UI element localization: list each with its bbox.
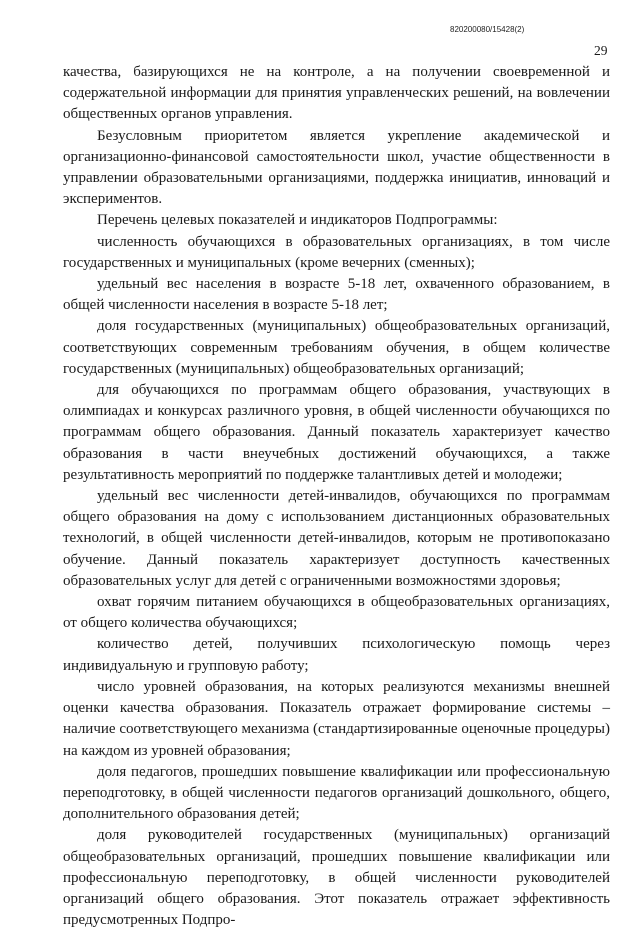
- indicator-item: число уровней образования, на которых реализуются механизмы внешней оценки качества образования. Показатель отражает формирование системы – наличие соответствующего механизма (стандартизированные оценочные процедуры) на каждом из уровней образования;: [63, 678, 610, 759]
- indicator-item: численность обучающихся в образовательных организациях, в том числе государственных и муниципальных (кроме вечерних (сменных);: [63, 233, 610, 271]
- indicator-item: удельный вес численности детей-инвалидов, обучающихся по программам общего образования на дому с использованием дистанционных образовательных технологий, в общей численности детей-инвалидов, которым не противопоказано обучение. Данный показатель характеризует доступность качественных образовательных услуг для детей с ограниченными возможностями здоровья;: [63, 488, 610, 589]
- document-code: 820200080/15428(2): [450, 25, 525, 34]
- page-number: 29: [594, 43, 608, 58]
- indicator-item: доля государственных (муниципальных) общеобразовательных организаций, соответствующих современным требованиям обучения, в общем количестве государственных (муниципальных) общеобразовательных организаций;: [63, 318, 610, 377]
- indicator-item: охват горячим питанием обучающихся в общеобразовательных организациях, от общего количества обучающихся;: [63, 594, 610, 632]
- paragraph-priority: Безусловным приоритетом является укрепление академической и организационно-финансовой самостоятельности школ, участие общественности в управлении образовательными организациями, поддержка инициатив, инноваций и экспериментов.: [63, 127, 610, 208]
- body-text: [63, 62, 610, 931]
- indicator-item: удельный вес населения в возрасте 5-18 лет, охваченного образованием, в общей численности населения в возрасте 5-18 лет;: [63, 276, 610, 314]
- indicator-item: количество детей, получивших психологическую помощь через индивидуальную и групповую работу;: [63, 636, 610, 674]
- indicator-item: доля руководителей государственных (муниципальных) организаций общеобразовательных организаций, прошедших повышение квалификации или профессиональную переподготовку, в общей численности руководителей организаций общего образования. Этот показатель отражает эффективность предусмотренных Подпро-: [63, 827, 610, 929]
- indicator-item: для обучающихся по программам общего образования, участвующих в олимпиадах и конкурсах различного уровня, в общей численности обучающихся по программам общего образования. Данный показатель характеризует качество образования в части внеучебных достижений обучающихся, а также результативность мероприятий по поддержке талантливых детей и молодежи;: [63, 382, 610, 483]
- indicator-item: доля педагогов, прошедших повышение квалификации или профессиональную переподготовку, в общей численности педагогов организаций дошкольного, общего, дополнительного образования детей;: [63, 763, 610, 823]
- paragraph-indicators-heading: Перечень целевых показателей и индикаторов Подпрограммы:: [97, 212, 498, 229]
- paragraph-continuation: качества, базирующихся не на контроле, а на получении своевременной и содержательной информации для принятия управленческих решений, на вовлечении общественных органов управления.: [63, 64, 610, 123]
